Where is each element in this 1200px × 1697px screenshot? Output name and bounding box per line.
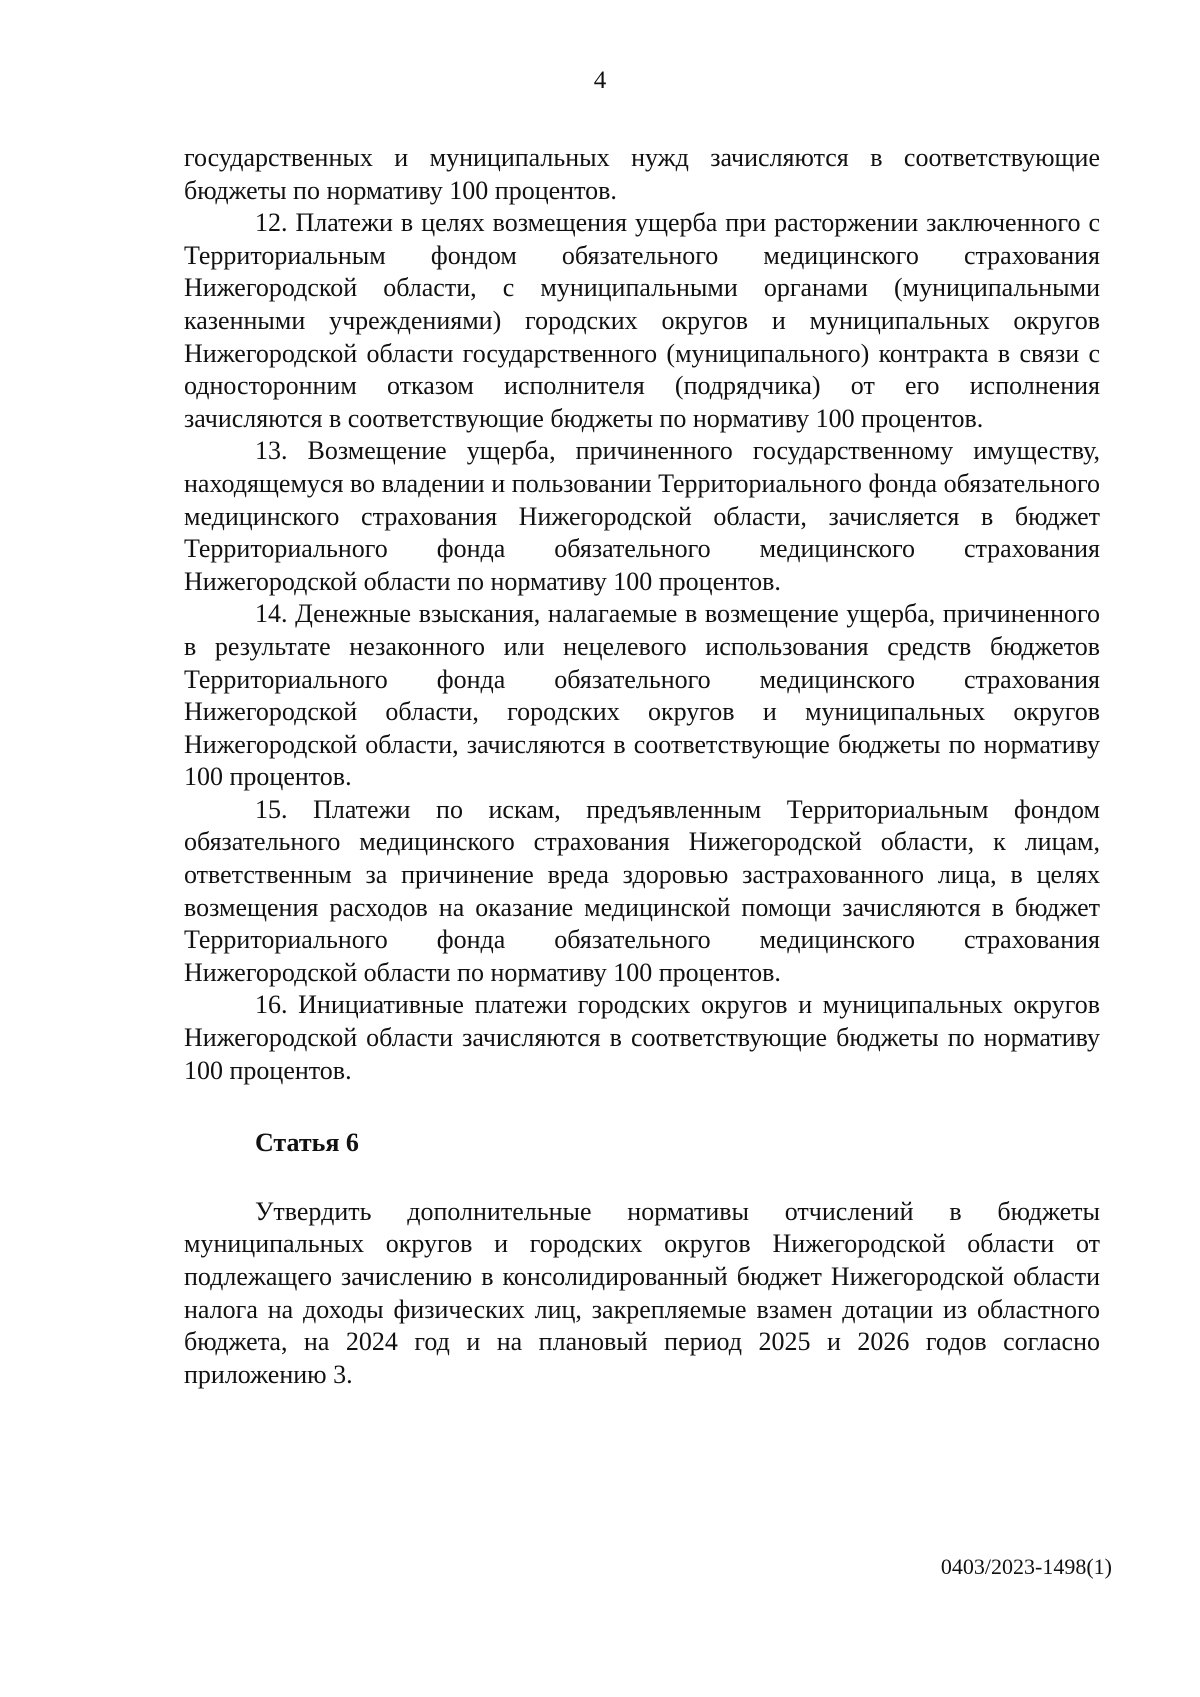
paragraph-item-13: 13. Возмещение ущерба, причиненного государственному имуществу, находящемуся во владении и пользовании Территориального фонда обязательного медицинского страхования Нижегородской области, зачисляется в бюджет Территориального фонда обязательного медицинского страхования Нижегородской области по нормативу 100 процентов. (184, 436, 1100, 596)
document-code: 0403/2023-1498(1) (940, 1554, 1112, 1579)
paragraph-item-14: 14. Денежные взыскания, налагаемые в возмещение ущерба, причиненного в результате незаконного или нецелевого использования средств бюджетов Территориального фонда обязательного медицинского страхования Нижегородской области, городских округов и муниципальных округов Нижегородской области, зачисляются в соответствующие бюджеты по нормативу 100 процентов. (184, 599, 1100, 792)
paragraph-continuation: государственных и муниципальных нужд зачисляются в соответствующие бюджеты по нормативу 100 процентов. (184, 143, 1100, 205)
article-paragraph: Утвердить дополнительные нормативы отчислений в бюджеты муниципальных округов и городских округов Нижегородской области от подлежащего зачислению в консолидированный бюджет Нижегородской области налога на доходы физических лиц, закрепляемые взамен дотации из областного бюджета, на 2024 год и на плановый период 2025 и 2026 годов согласно приложению 3. (184, 1196, 1100, 1389)
paragraph-item-16: 16. Инициативные платежи городских округов и муниципальных округов Нижегородской области зачисляются в соответствующие бюджеты по нормативу 100 процентов. (184, 990, 1100, 1085)
paragraph-item-15: 15. Платежи по искам, предъявленным Территориальным фондом обязательного медицинского страхования Нижегородской области, к лицам, ответственным за причинение вреда здоровью застрахованного лица, в целях возмещения расходов на оказание медицинской помощи зачисляются в бюджет Территориального фонда обязательного медицинского страхования Нижегородской области по нормативу 100 процентов. (184, 794, 1100, 987)
article-title: Статья 6 (255, 1128, 359, 1158)
paragraph-item-12: 12. Платежи в целях возмещения ущерба при расторжении заключенного с Территориальным фондом обязательного медицинского страхования Нижегородской области, с муниципальными органами (муниципальными казенными учреждениями) городских округов и муниципальных округов Нижегородской области государственного (муниципального) контракта в связи с односторонним отказом исполнителя (подрядчика) от его исполнения зачисляются в соответствующие бюджеты по нормативу 100 процентов. (184, 208, 1100, 433)
document-body (184, 142, 1100, 1391)
page-number: 4 (593, 67, 607, 94)
